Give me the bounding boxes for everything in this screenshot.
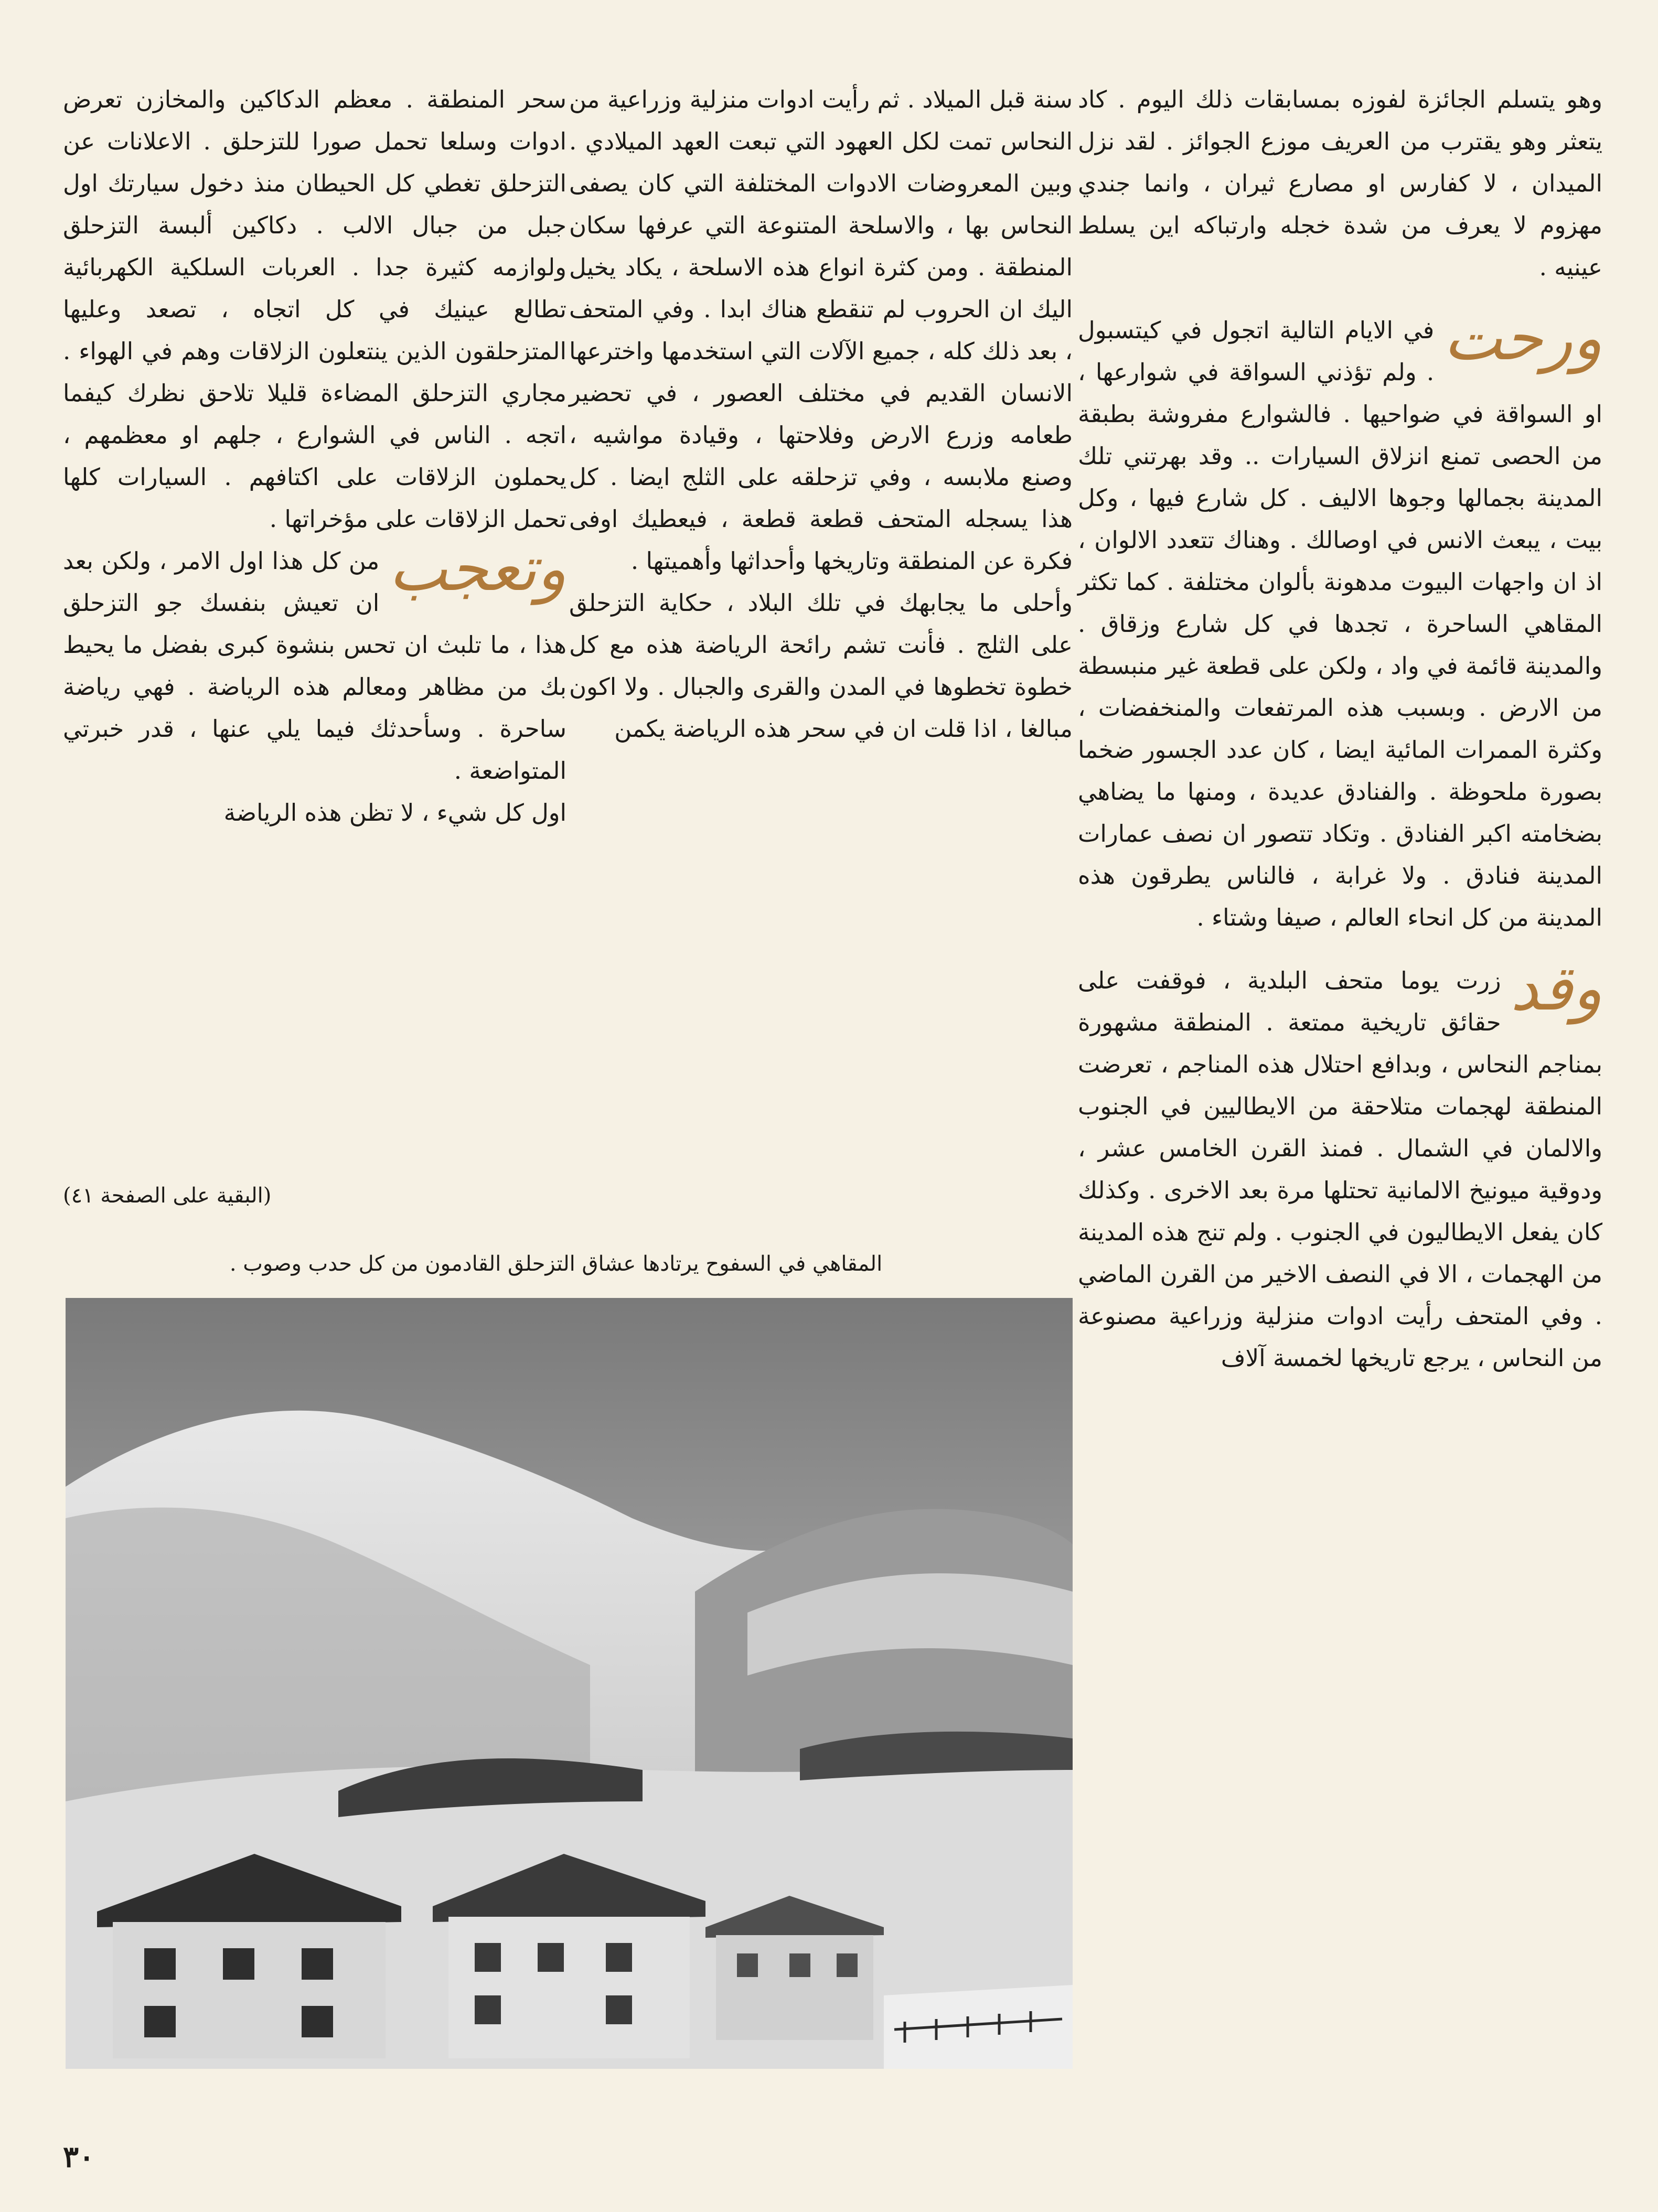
article-column-left bbox=[63, 79, 566, 1201]
article-column-right bbox=[1078, 79, 1602, 1379]
paragraph bbox=[63, 532, 566, 792]
paragraph: وهو يتسلم الجائزة لفوزه بمسابقات ذلك اليوم . كاد يتعثر وهو يقترب من العريف موزع الجوائز . لقد نزل الميدان ، لا كفارس او مصارع ثيران ، وانما جندي مهزوم لا يعرف من شدة خجله وارتباكه اين يسلط عينيه . bbox=[1078, 85, 1602, 281]
paragraph bbox=[1078, 952, 1602, 1379]
paragraph bbox=[1078, 302, 1602, 939]
photo-caption: المقاهي في السفوح يرتادها عشاق التزحلق القادمون من كل حدب وصوب . bbox=[229, 1252, 883, 1276]
decorative-lead-word: وقد bbox=[1510, 952, 1602, 1024]
paragraph: اول كل شيء ، لا تظن هذه الرياضة bbox=[223, 799, 566, 826]
photo-illustration bbox=[66, 1298, 1073, 2069]
decorative-lead-word: وتعجب bbox=[389, 532, 566, 605]
continuation-note: (البقية على الصفحة ٤١) bbox=[63, 1184, 272, 1208]
page-number: ٣٠ bbox=[63, 2140, 95, 2174]
paragraph-text: من كل هذا اول الامر ، ولكن بعد ان تعيش بنفسك جو التزحلق هذا ، ما تلبث ان تحس بنشوة كبرى بفضل ما يحيط بك من مظاهر ومعالم هذه الرياضة . فهي رياضة ساحرة . وسأحدثك فيما يلي عنها ، قدر خبرتي المتواضعة . bbox=[63, 547, 566, 785]
snowy-valley-photo bbox=[66, 1298, 1073, 2069]
paragraph-text: زرت يوما متحف البلدية ، فوقفت على حقائق تاريخية ممتعة . المنطقة مشهورة بمناجم النحاس ، وبدافع احتلال هذه المناجم ، تعرضت المنطقة لهجمات متلاحقة من الايطاليين في الجنوب والالمان في الشمال . فمنذ القرن الخامس عشر ، ودوقية ميونيخ الالمانية تحتلها مرة بعد الاخرى . وكذلك كان يفعل الايطاليون في الجنوب . ولم تنج هذه المدينة من الهجمات ، الا في النصف الاخير من القرن الماضي . وفي المتحف رأيت ادوات منزلية وزراعية مصنوعة من النحاس ، يرجع تاريخها لخمسة آلاف bbox=[1078, 967, 1602, 1372]
paragraph: سنة قبل الميلاد . ثم رأيت ادوات منزلية وزراعية من النحاس تمت لكل العهود التي تبعت العهد الميلادي . وبين المعروضات الادوات المختلفة التي كان يصفى النحاس بها ، والاسلحة المتنوعة التي عرفها سكان المنطقة . ومن كثرة انواع هذه الاسلحة ، يكاد يخيل اليك ان الحروب لم تنقطع هناك ابدا . وفي المتحف ، بعد ذلك كله ، جميع الآلات التي استخدمها واخترعها الانسان القديم في مختلف العصور ، في تحضير طعامه وزرع الارض وفلاحتها ، وقيادة مواشيه ، وصنع ملابسه ، وفي تزحلقه على الثلج ايضا . كل هذا يسجله المتحف قطعة قطعة ، فيعطيك اوفى فكرة عن المنطقة وتاريخها وأحداثها وأهميتها . bbox=[569, 85, 1073, 575]
decorative-lead-word: ورحت bbox=[1443, 302, 1602, 374]
paragraph: وأحلى ما يجابهك في تلك البلاد ، حكاية التزحلق على الثلج . فأنت تشم رائحة الرياضة هذه مع كل خطوة تخطوها في المدن والقرى والجبال . ولا اكون مبالغا ، اذا قلت ان في سحر هذه الرياضة يكمن bbox=[569, 589, 1073, 743]
article-column-middle bbox=[569, 79, 1073, 750]
paragraph-text: في الايام التالية اتجول في كيتسبول . ولم تؤذني السواقة في شوارعها ، او السواقة في ضواحيها . فالشوارع مفروشة بطبقة من الحصى تمنع انزلاق السيارات .. وقد بهرتني تلك المدينة بجمالها وجوها الاليف . كل شارع فيها ، وكل بيت ، يبعث الانس في اوصالك . وهناك تتعدد الالوان ، اذ ان واجهات البيوت مدهونة بألوان مختلفة . كما تكثر المقاهي الساحرة ، تجدها في كل شارع وزقاق . والمدينة قائمة في واد ، ولكن على قطعة غير منبسطة من الارض . وبسبب هذه المرتفعات والمنخفضات ، وكثرة الممرات المائية ايضا ، كان عدد الجسور ضخما بصورة ملحوظة . والفنادق عديدة ، ومنها ما يضاهي بضخامته اكبر الفنادق . وتكاد تتصور ان نصف عمارات المدينة فنادق . ولا غرابة ، فالناس يطرقون هذه المدينة من كل انحاء العالم ، صيفا وشتاء . bbox=[1078, 316, 1602, 931]
paragraph: سحر المنطقة . معظم الدكاكين والمخازن تعرض ادوات وسلعا تحمل صورا للتزحلق . الاعلانات عن التزحلق تغطي كل الحيطان منذ دخول سيارتك اول جبل من جبال الالب . دكاكين ألبسة التزحلق ولوازمه كثيرة جدا . العربات السلكية الكهربائية تطالع عينيك في كل اتجاه ، تصعد وعليها المتزحلقون الذين ينتعلون الزلاقات وهم في الهواء . مجاري التزحلق المضاءة قليلا تلاحق نظرك كيفما اتجه . الناس في الشوارع ، جلهم او معظمهم ، يحملون الزلاقات على اكتافهم . السيارات كلها تحمل الزلاقات على مؤخراتها . bbox=[63, 85, 566, 533]
